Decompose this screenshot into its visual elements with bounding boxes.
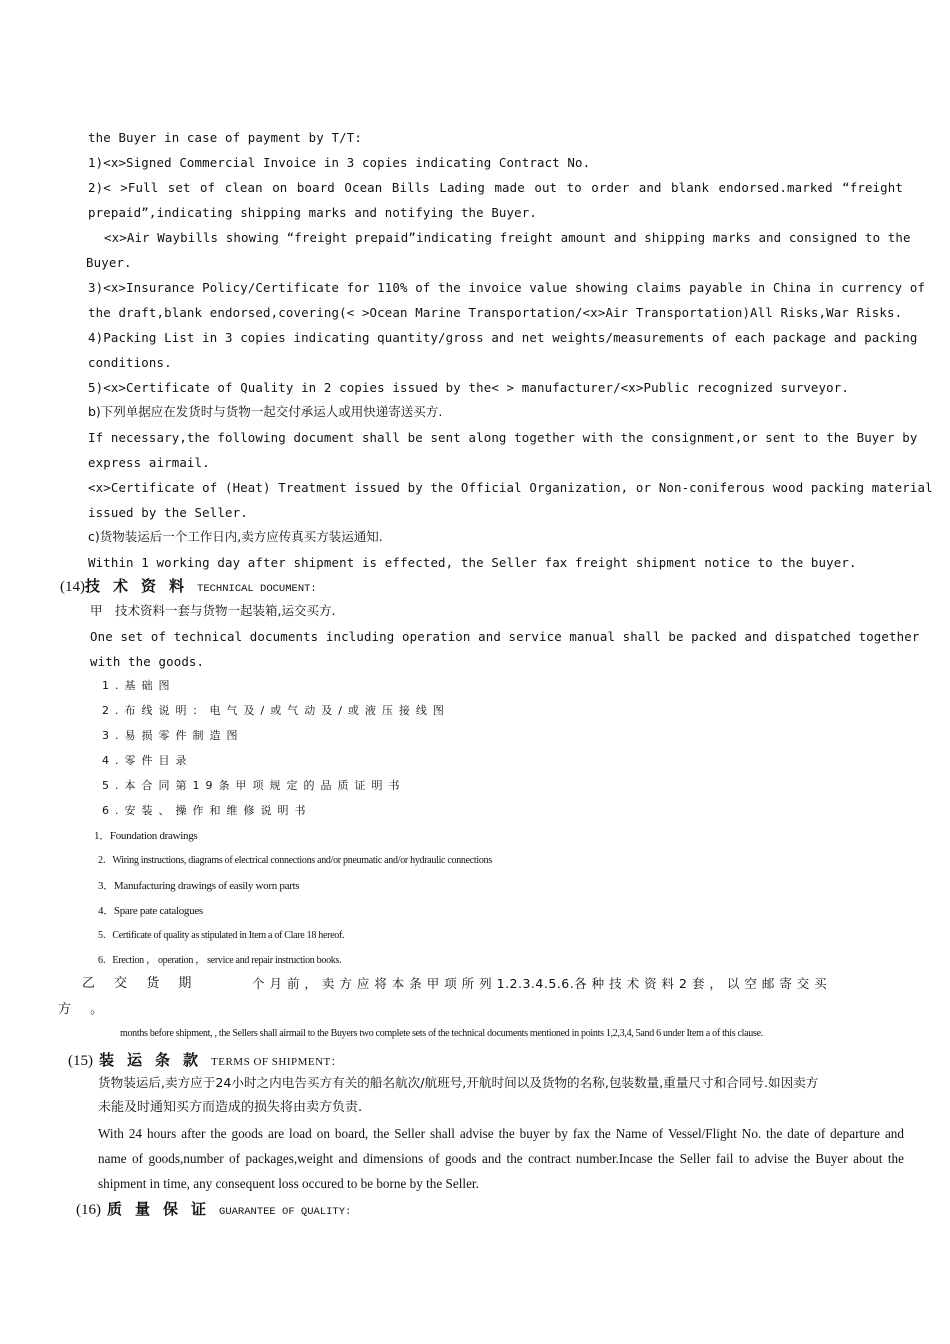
text-line: issued by the Seller. <box>88 505 248 520</box>
text-line: the Buyer in case of payment by T/T: <box>88 130 362 145</box>
en-list-item: 1．Foundation drawings <box>94 830 198 842</box>
cn-list-item: 3.易损零件制造图 <box>102 729 244 742</box>
text-line: 货物装运后,卖方应于24小时之内电告买方有关的船名航次/航班号,开航时间以及货物的名称,包装数量,重量尺寸和合同号.如因卖方 <box>98 1075 819 1090</box>
text-line: conditions. <box>88 355 172 370</box>
en-list-item: 4．Spare pate catalogues <box>98 905 203 917</box>
section-subtitle: TECHNICAL DOCUMENT: <box>197 583 317 595</box>
text-line: express airmail. <box>88 455 210 470</box>
text-line: b)下列单据应在发货时与货物一起交付承运人或用快递寄送买方. <box>88 404 443 419</box>
section-title: 质量保证 <box>107 1200 220 1218</box>
text-line: 乙 交 货 期 <box>82 976 199 991</box>
section-title: 技术资料 <box>85 577 198 595</box>
section-subtitle: GUARANTEE OF QUALITY: <box>219 1206 352 1218</box>
section-subtitle: TERMS OF SHIPMENT： <box>211 1056 343 1068</box>
text-line: 方 。 <box>58 1002 111 1017</box>
text-line: 4)Packing List in 3 copies indicating quantity/gross and net weights/measurements of each package and packing <box>88 330 918 345</box>
text-line: <x>Air Waybills showing “freight prepaid”indicating freight amount and shipping marks and consigned to the <box>104 230 911 245</box>
en-list-item: 6．Erection ， operation ， service and repair instruction books. <box>98 955 342 966</box>
text-line: <x>Certificate of (Heat) Treatment issued by the Official Organization, or Non-coniferous wood packing material <box>88 480 933 495</box>
section-15-heading <box>68 1052 342 1070</box>
text-line: One set of technical documents including operation and service manual shall be packed and dispatched together <box>90 629 920 644</box>
cn-list-item: 2.布线说明：电气及/或气动及/或液压接线图 <box>102 704 450 717</box>
text-line: With 24 hours after the goods are load on board, the Seller shall advise the buyer by fax the Name of Vessel/Flight No. the date of departure and <box>98 1126 904 1141</box>
cn-list-item: 1.基础图 <box>102 679 176 692</box>
section-16-heading <box>76 1201 351 1220</box>
text-line: shipment in time, any consequent loss occured to be borne by the Seller. <box>98 1176 479 1191</box>
section-number: (15) <box>68 1053 93 1069</box>
text-line: months before shipment, , the Sellers shall airmail to the Buyers two complete sets of the technical documents mentioned in points 1,2,3,4, 5and 6 under Item a of this clause. <box>120 1028 763 1039</box>
en-list-item: 3．Manufacturing drawings of easily worn parts <box>98 880 300 892</box>
text-line: 1)<x>Signed Commercial Invoice in 3 copies indicating Contract No. <box>88 155 591 170</box>
text-line: the draft,blank endorsed,covering(< >Ocean Marine Transportation/<x>Air Transportation)All Risks,War Risks. <box>88 305 903 320</box>
text-line: prepaid”,indicating shipping marks and notifying the Buyer. <box>88 205 537 220</box>
cn-list-item: 6.安装、操作和维修说明书 <box>102 804 312 817</box>
text-line: c)货物装运后一个工作日内,卖方应传真买方装运通知. <box>88 529 383 544</box>
text-line: with the goods. <box>90 654 205 669</box>
section-title: 装运条款 <box>99 1051 212 1069</box>
text-line: 2)< >Full set of clean on board Ocean Bills Lading made out to order and blank endorsed.marked “freight <box>88 180 903 195</box>
text-line: 未能及时通知买方而造成的损失将由卖方负责. <box>98 1100 363 1115</box>
text-line: 5)<x>Certificate of Quality in 2 copies issued by the< > manufacturer/<x>Public recognized surveyor. <box>88 380 849 395</box>
text-line: Buyer. <box>86 255 132 270</box>
text-line: 3)<x>Insurance Policy/Certificate for 110% of the invoice value showing claims payable in China in currency of <box>88 280 926 295</box>
section-number: (16) <box>76 1202 101 1218</box>
text-line: Within 1 working day after shipment is effected, the Seller fax freight shipment notice to the buyer. <box>88 555 857 570</box>
cn-list-item: 4.零件目录 <box>102 754 193 767</box>
en-list-item: 5．Certificate of quality as stipulated in Item a of Clare 18 hereof. <box>98 930 345 941</box>
text-line: 甲 技术资料一套与货物一起装箱,运交买方. <box>90 603 336 618</box>
text-line: If necessary,the following document shall be sent along together with the consignment,or sent to the Buyer by <box>88 430 918 445</box>
section-14-heading <box>60 578 317 597</box>
cn-list-item: 5.本合同第19条甲项规定的品质证明书 <box>102 779 406 792</box>
text-line: name of goods,number of packages,weight and dimensions of goods and the contract number.Incase the Seller fail to advise the Buyer about the <box>98 1151 904 1166</box>
text-line: 个 月 前 ， 卖 方 应 将 本 条 甲 项 所 列 1.2.3.4.5.6.各 种 技 术 资 料 2 套 ， 以 空 邮 寄 交 买 <box>252 976 828 991</box>
section-number: (14) <box>60 579 85 595</box>
en-list-item: 2．Wiring instructions, diagrams of electrical connections and/or pneumatic and/or hydraulic connections <box>98 855 492 866</box>
